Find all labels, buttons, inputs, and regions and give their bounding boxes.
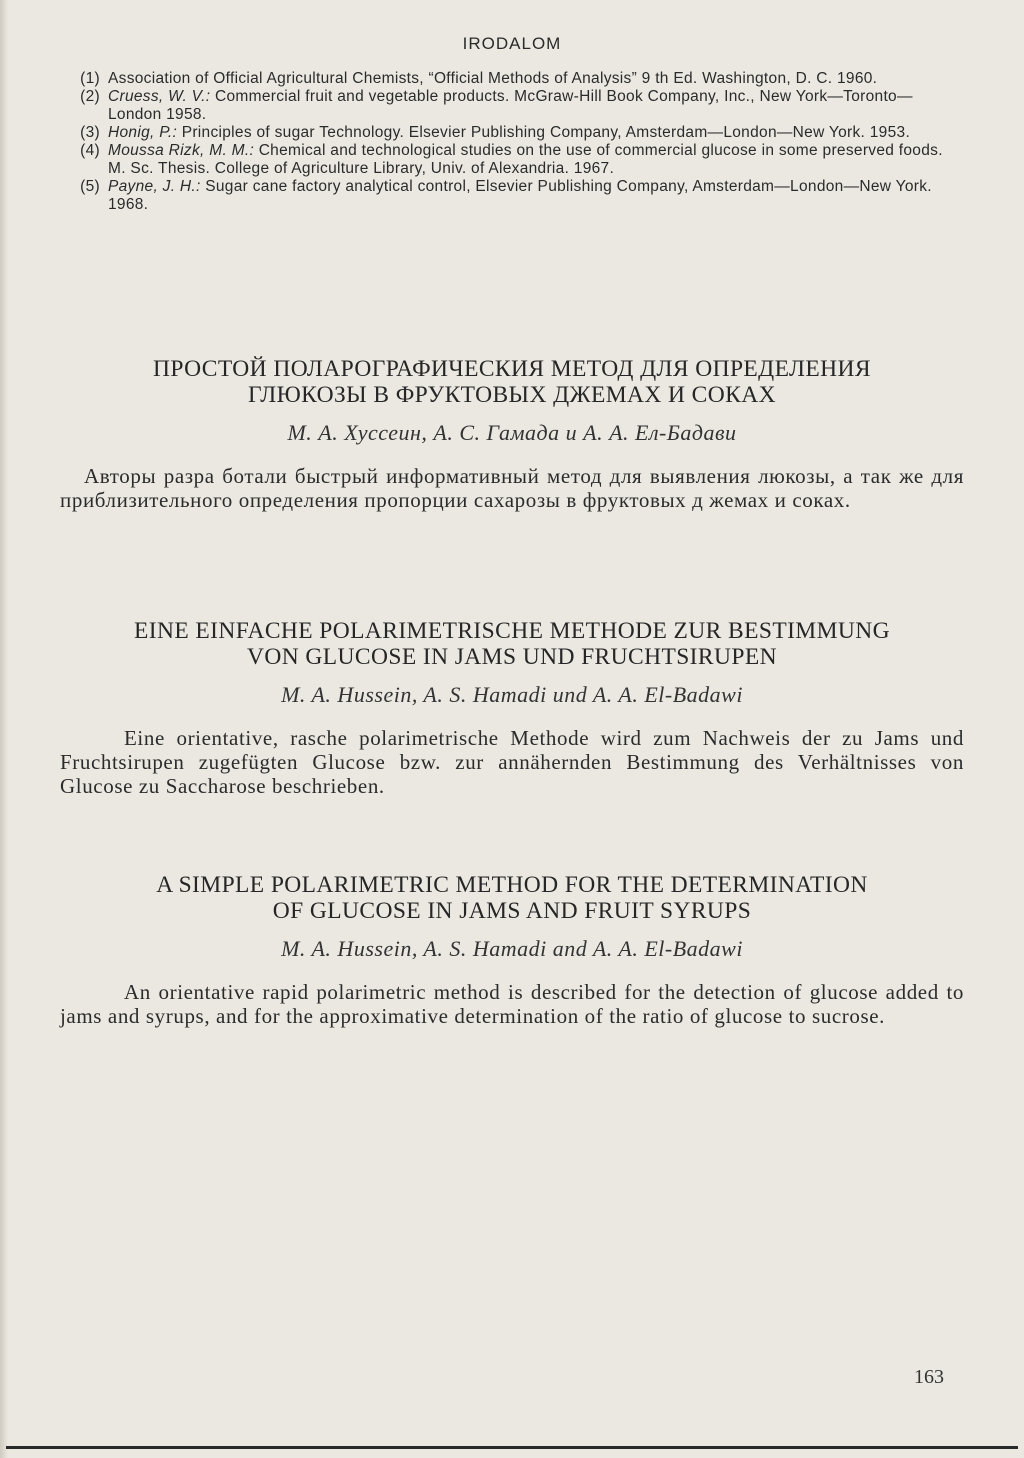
english-title-line1: A SIMPLE POLARIMETRIC METHOD FOR THE DETERMINATION <box>156 872 868 898</box>
reference-author: Honig, P.: <box>108 124 178 141</box>
reference-number: (1) <box>80 70 100 87</box>
russian-title-line2: ГЛЮКОЗЫ В ФРУКТОВЫХ ДЖЕМАХ И СОКАХ <box>248 382 776 408</box>
english-summary <box>60 872 964 1028</box>
reference-author: Moussa Rizk, M. M.: <box>108 142 255 159</box>
reference-text: Principles of sugar Technology. Elsevier Publishing Company, Amsterdam—London—New York. 1953. <box>181 124 911 141</box>
german-summary <box>60 618 964 798</box>
reference-number: (3) <box>80 124 100 141</box>
reference-author: Cruess, W. V.: <box>108 88 211 105</box>
reference-text: Commercial fruit and vegetable products. McGraw-Hill Book Company, Inc., New York—Toronto—London 1958. <box>108 88 913 123</box>
reference-item-4 <box>40 142 952 178</box>
reference-item-3 <box>40 124 952 142</box>
reference-list <box>40 70 952 214</box>
english-authors: M. A. Hussein, A. S. Hamadi and A. A. El-Badawi <box>281 936 743 961</box>
reference-text: Chemical and technological studies on the use of commercial glucose in some preserved foods. M. Sc. Thesis. College of Agriculture Library, Univ. of Alexandria. 1967. <box>108 142 943 177</box>
reference-number: (4) <box>80 142 100 159</box>
reference-number: (5) <box>80 178 100 195</box>
references-heading: IRODALOM <box>462 34 562 53</box>
german-title <box>60 618 964 670</box>
russian-title-line1: ПРОСТОЙ ПОЛАРОГРАФИЧЕСКИЯ МЕТОД ДЛЯ ОПРЕДЕЛЕНИЯ <box>153 356 871 382</box>
bottom-rule <box>6 1446 1018 1449</box>
german-title-line1: EINE EINFACHE POLARIMETRISCHE METHODE ZUR BESTIMMUNG <box>133 618 891 644</box>
russian-summary <box>60 356 964 512</box>
german-abstract: Eine orientative, rasche polarimetrische Methode wird zum Nachweis der zu Jams und Fruchtsirupen zugefügten Glucose bzw. zur annähernden Bestimmung des Verhältnisses von Glucose zu Saccharose beschrieben. <box>60 726 964 798</box>
russian-title <box>60 356 964 408</box>
page-edge-shadow <box>0 0 8 1458</box>
russian-abstract: Авторы разра ботали быстрый информативный метод для выявления люкозы, а так же для приблизительного определения пропорции сахарозы в фруктовых д жемах и соках. <box>60 464 964 512</box>
page-number: 163 <box>914 1366 944 1388</box>
reference-number: (2) <box>80 88 100 105</box>
english-title <box>60 872 964 924</box>
reference-item-1 <box>40 70 952 88</box>
reference-text: Association of Official Agricultural Chemists, “Official Methods of Analysis” 9 th Ed. Washington, D. C. 1960. <box>108 70 878 87</box>
english-title-line2: OF GLUCOSE IN JAMS AND FRUIT SYRUPS <box>272 898 752 924</box>
reference-item-5 <box>40 178 952 214</box>
german-title-line2: VON GLUCOSE IN JAMS UND FRUCHTSIRUPEN <box>247 644 777 670</box>
reference-text: Sugar cane factory analytical control, Elsevier Publishing Company, Amsterdam—London—New York. 1968. <box>108 178 932 213</box>
russian-authors: М. А. Хуссеин, А. С. Гамада и А. А. Ел-Бадави <box>287 420 737 445</box>
german-authors: M. A. Hussein, A. S. Hamadi und A. A. El-Badawi <box>281 682 743 707</box>
reference-item-2 <box>40 88 952 124</box>
english-abstract: An orientative rapid polarimetric method is described for the detection of glucose added to jams and syrups, and for the approximative determination of the ratio of glucose to sucrose. <box>60 980 964 1028</box>
reference-author: Payne, J. H.: <box>108 178 201 195</box>
